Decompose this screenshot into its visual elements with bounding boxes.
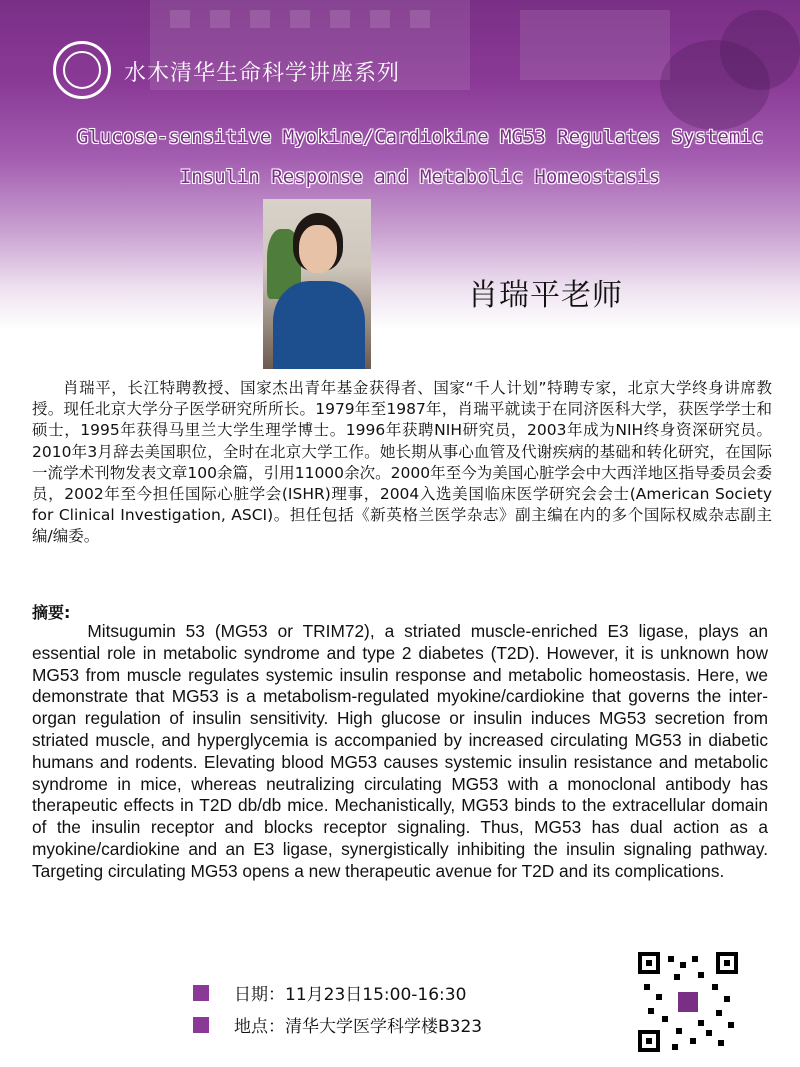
speaker-bio: 肖瑞平，长江特聘教授、国家杰出青年基金获得者、国家“千人计划”特聘专家，北京大学终身讲席教授。现任北京大学分子医学研究所所长。1979年至1987年，肖瑞平就读于在同济医科大学，获医学学士和硕士，1995年获得马里兰大学生理学博士。1996年获聘NIH研究员，2003年成为NIH终身资深研究员。2010年3月辞去美国职位，全时在北京大学工作。她长期从事心血管及代谢疾病的基础和转化研究，在国际一流学术刊物发表文章100余篇，引用11000余次。2000年至今为美国心脏学会中大西洋地区指导委员会委员，2002年至今担任国际心脏学会(ISHR)理事，2004入选美国临床医学研究会会士(American Society for Clinical Investigation, ASCI)。担任包括《新英格兰医学杂志》副主编在内的多个国际权威杂志副主编/编委。 xyxy=(32,379,772,546)
event-date xyxy=(193,980,466,1005)
talk-title-line-1: Glucose-sensitive Myokine/Cardiokine MG53 Regulates Systemic xyxy=(76,126,764,148)
bullet-square-icon xyxy=(193,1017,209,1033)
bullet-square-icon xyxy=(193,985,209,1001)
event-location-text: 地点：清华大学医学科学楼B323 xyxy=(234,1017,483,1037)
university-seal-icon xyxy=(53,41,111,99)
event-date-text: 日期：11月23日15:00-16:30 xyxy=(234,985,467,1005)
qr-code-icon[interactable] xyxy=(636,950,740,1054)
speaker-photo xyxy=(263,199,371,369)
talk-title-line-2: Insulin Response and Metabolic Homeostasis xyxy=(179,166,661,188)
abstract-text: Mitsugumin 53 (MG53 or TRIM72), a striated muscle-enriched E3 ligase, plays an essential role in metabolic syndrome and type 2 diabetes (T2D). However, it is unknown how MG53 from muscle regulates systemic insulin response and metabolic homeostasis. Here, we demonstrate that MG53 is a metabolism-regulated myokine/cardiokine that governs the inter-organ regulation of insulin sensitivity. High glucose or insulin induces MG53 secretion from striated muscle, and hyperglycemia is accompanied by increased circulating MG53 in diabetic humans and rodents. Elevating blood MG53 causes systemic insulin resistance and metabolic syndrome in mice, whereas neutralizing circulating MG53 with a monoclonal antibody has therapeutic effects in T2D db/db mice. Mechanistically, MG53 binds to the extracellular domain of the insulin receptor and blocks receptor signaling. Thus, MG53 has dual action as a myokine/cardiokine and an E3 ligase, synergistically inhibiting the insulin signaling pathway. Targeting circulating MG53 opens a new therapeutic avenue for T2D and its complications. xyxy=(32,621,768,881)
event-location xyxy=(193,1012,482,1037)
speaker-name: 肖瑞平老师 xyxy=(468,278,623,313)
abstract-heading: 摘要: xyxy=(32,603,71,622)
header-banner xyxy=(0,0,800,330)
lecture-series-title: 水木清华生命科学讲座系列 xyxy=(124,61,401,86)
